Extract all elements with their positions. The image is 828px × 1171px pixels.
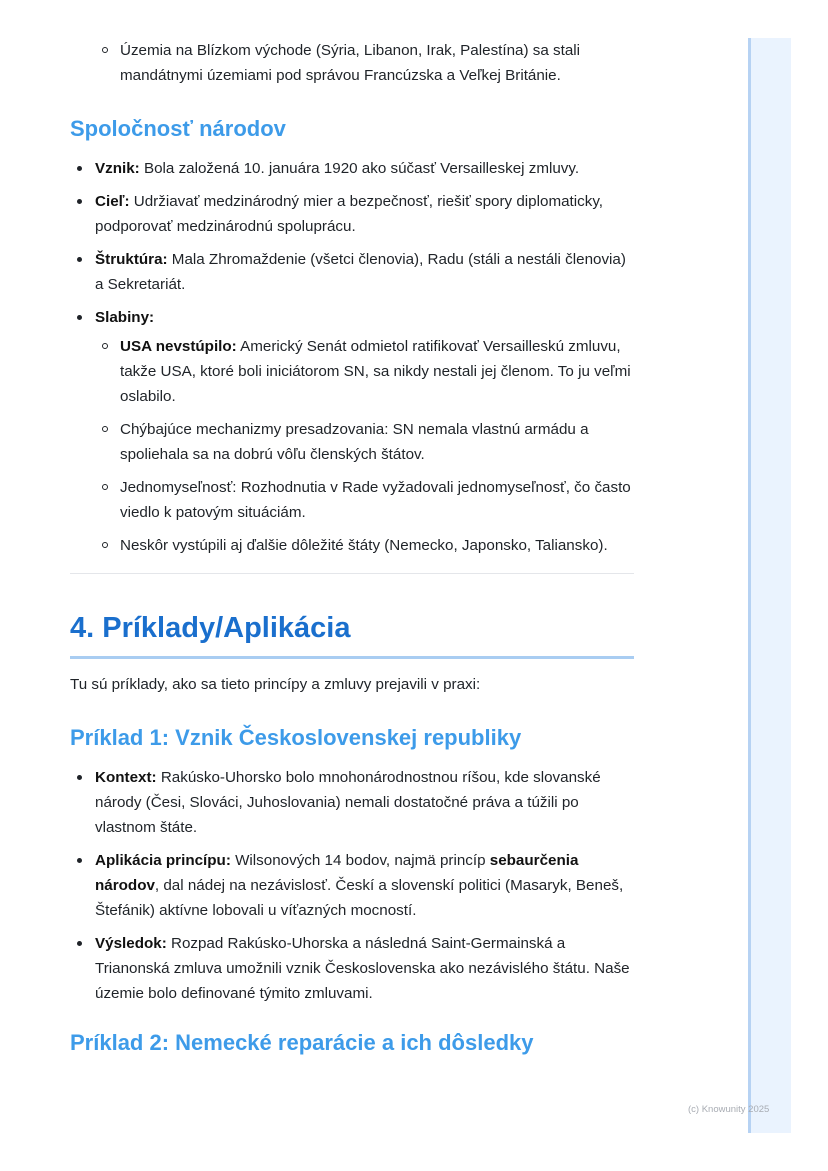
item-text: Jednomyseľnosť: Rozhodnutia v Rade vyžadovali jednomyseľnosť, čo často viedlo k patovým situáciám. xyxy=(120,479,631,521)
item-label: Kontext: xyxy=(95,769,157,786)
item-text: Rozpad Rakúsko-Uhorska a následná Saint-Germainská a Trianonská zmluva umožnili vznik Československa ako nezávislého štátu. Naše územie bolo definované týmito zmluvami. xyxy=(95,935,630,1002)
item-text: Bola založená 10. januára 1920 ako súčasť Versailleskej zmluvy. xyxy=(139,160,580,177)
example-2-heading: Príklad 2: Nemecké reparácie a ich dôsledky xyxy=(70,1030,534,1055)
item-text: Neskôr vystúpili aj ďalšie dôležité štáty (Nemecko, Japonsko, Taliansko). xyxy=(120,537,608,554)
item-label: Vznik: xyxy=(95,160,140,177)
list-item xyxy=(70,765,634,840)
item-label: USA nevstúpilo: xyxy=(120,338,237,355)
side-panel xyxy=(748,38,791,1133)
item-label: Slabiny: xyxy=(95,309,155,326)
list-item xyxy=(70,305,634,558)
section-divider xyxy=(70,573,634,574)
item-text: Mala Zhromaždenie (všetci členovia), Radu (stáli a nestáli členovia) a Sekretariát. xyxy=(95,251,626,293)
item-label: Výsledok: xyxy=(95,935,167,952)
item-text: Americký Senát odmietol ratifikovať Versailleskú zmluvu, takže USA, ktoré boli iniciátorom SN, sa nikdy nestali jej členom. To ju veľmi oslabilo. xyxy=(120,338,631,405)
list-item xyxy=(70,189,634,239)
example-1-heading: Príklad 1: Vznik Československej republiky xyxy=(70,725,522,750)
section-4-heading: 4. Príklady/Aplikácia xyxy=(70,608,634,659)
list-item xyxy=(70,247,634,297)
item-text: Chýbajúce mechanizmy presadzovania: SN nemala vlastnú armádu a spoliehala sa na dobrú vôľu členských štátov. xyxy=(120,421,589,463)
league-heading: Spoločnosť národov xyxy=(70,116,286,141)
item-text: Udržiavať medzinárodný mier a bezpečnosť, riešiť spory diplomaticky, podporovať medzinárodnú spoluprácu. xyxy=(95,193,604,235)
list-item xyxy=(95,334,634,409)
item-text: Rakúsko-Uhorsko bolo mnohonárodnostnou ríšou, kde slovanské národy (Česi, Slováci, Juhoslovania) nemali dostatočné práva a túžili po vlastnom štáte. xyxy=(95,769,601,836)
example-1-list xyxy=(70,765,634,1006)
list-item xyxy=(95,533,634,558)
item-text: , dal nádej na nezávislosť. Českí a slovenskí politici (Masaryk, Beneš, Štefánik) aktívne lobovali u víťazných mocností. xyxy=(95,877,624,919)
list-item-text: Územia na Blízkom východe (Sýria, Libanon, Irak, Palestína) sa stali mandátnymi územiami pod správou Francúzska a Veľkej Británie. xyxy=(120,42,581,84)
mandate-territories-list xyxy=(70,38,634,88)
item-text: Wilsonových 14 bodov, najmä princíp xyxy=(230,852,490,869)
league-list xyxy=(70,156,634,558)
list-item xyxy=(95,475,634,525)
item-emphasis: sebaurčenia národov xyxy=(95,852,579,894)
document-content xyxy=(70,38,634,1058)
list-item xyxy=(70,931,634,1006)
weaknesses-list xyxy=(95,334,634,558)
copyright-footer: (c) Knowunity 2025 xyxy=(688,1104,770,1115)
item-label: Aplikácia princípu: xyxy=(95,852,231,869)
item-label: Štruktúra: xyxy=(95,251,168,268)
list-item xyxy=(70,156,634,181)
list-item xyxy=(95,417,634,467)
item-label: Cieľ: xyxy=(95,193,130,210)
section-4-intro: Tu sú príklady, ako sa tieto princípy a zmluvy prejavili v praxi: xyxy=(70,676,481,693)
list-item xyxy=(70,848,634,923)
list-item xyxy=(95,38,634,88)
